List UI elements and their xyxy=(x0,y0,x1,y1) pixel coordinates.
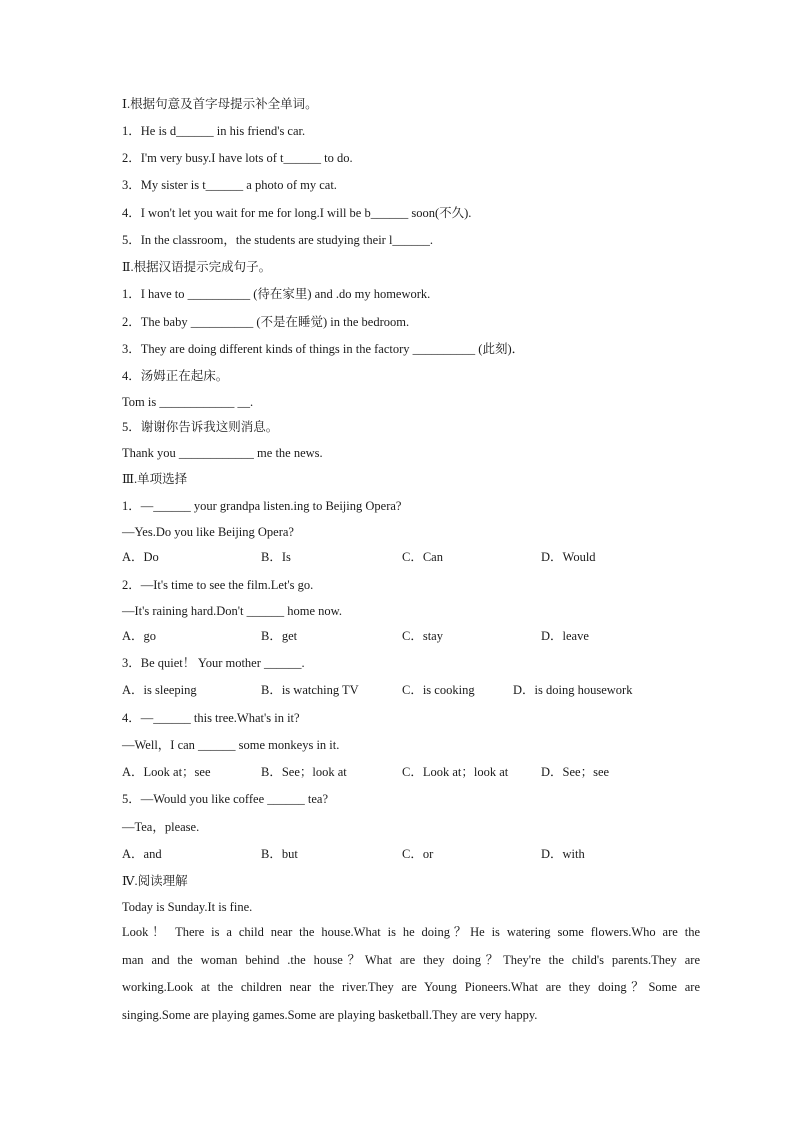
s3-q2-option-c: C．stay xyxy=(402,629,443,643)
s3-q4-option-d: D．See；see xyxy=(541,765,610,779)
s2-item-3: 3．They are doing different kinds of things in the factory __________ (此刻)． xyxy=(122,342,525,356)
s3-q5-line-1: 5．—Would you like coffee ______ tea? xyxy=(122,792,328,806)
s3-q3-option-a: A．is sleeping xyxy=(122,683,197,697)
s4-intro: Today is Sunday.It is fine. xyxy=(122,900,253,914)
s3-q4-line-1: 4．—______ this tree.What's in it? xyxy=(122,711,300,725)
passage-line: singing.Some are playing games.Some are playing basketball.They are very happy. xyxy=(122,1007,538,1022)
s3-q1-option-a: A．Do xyxy=(122,550,159,564)
s3-q4-option-a: A．Look at；see xyxy=(122,765,211,779)
section-2-title: Ⅱ.根据汉语提示完成句子。 xyxy=(122,260,272,274)
s3-q3-option-d: D．is doing housework xyxy=(513,683,633,697)
s3-q2-line-2: —It's raining hard.Don't ______ home now. xyxy=(122,604,342,618)
reading-passage xyxy=(122,919,700,1029)
s3-q5-line-2: —Tea，please. xyxy=(122,820,200,834)
s3-q2-option-a: A．go xyxy=(122,629,157,643)
s3-q3-option-c: C．is cooking xyxy=(402,683,475,697)
s3-q3-line-1: 3．Be quiet！ Your mother ______. xyxy=(122,656,305,670)
section-4-title: Ⅳ.阅读理解 xyxy=(122,874,188,888)
s2-item-5: 5．谢谢你告诉我这则消息。 xyxy=(122,420,279,434)
s1-item-5: 5．In the classroom，the students are studying their l______. xyxy=(122,233,434,247)
s3-q4-option-c: C．Look at；look at xyxy=(402,765,509,779)
passage-line: man and the woman behind .the house？What are they doing？They're the child's parents.They are xyxy=(122,952,700,967)
s3-q2-option-b: B．get xyxy=(261,629,298,643)
s3-q5-option-d: D．with xyxy=(541,847,585,861)
s2-item-4: 4．汤姆正在起床。 xyxy=(122,369,229,383)
s3-q2-option-d: D．leave xyxy=(541,629,589,643)
s2-item-5-answer: Thank you ____________ me the news. xyxy=(122,446,323,460)
s3-q5-option-c: C．or xyxy=(402,847,434,861)
s3-q2-line-1: 2．—It's time to see the film.Let's go. xyxy=(122,578,314,592)
s3-q1-line-2: —Yes.Do you like Beijing Opera? xyxy=(122,525,294,539)
s2-item-4-answer: Tom is ____________ __. xyxy=(122,395,254,409)
section-3-title: Ⅲ.单项选择 xyxy=(122,472,188,486)
s3-q4-line-2: —Well，I can ______ some monkeys in it. xyxy=(122,738,340,752)
s1-item-3: 3．My sister is t______ a photo of my cat. xyxy=(122,178,337,192)
s3-q3-option-b: B．is watching TV xyxy=(261,683,359,697)
s3-q1-line-1: 1．—______ your grandpa listen.ing to Beijing Opera? xyxy=(122,499,402,513)
s1-item-2: 2．I'm very busy.I have lots of t______ to do. xyxy=(122,151,353,165)
s3-q5-option-a: A．and xyxy=(122,847,162,861)
s3-q1-option-b: B．Is xyxy=(261,550,291,564)
passage-line: Look！ There is a child near the house.What is he doing？He is watering some flowers.Who are the xyxy=(122,925,700,939)
s2-item-1: 1．I have to __________ (待在家里) and .do my homework. xyxy=(122,287,431,301)
passage-line: working.Look at the children near the river.They are Young Pioneers.What are they doing？Some are xyxy=(122,980,700,994)
s3-q4-option-b: B．See；look at xyxy=(261,765,347,779)
s1-item-1: 1．He is d______ in his friend's car. xyxy=(122,124,306,138)
s3-q5-option-b: B．but xyxy=(261,847,298,861)
s3-q1-option-d: D．Would xyxy=(541,550,596,564)
s3-q1-option-c: C．Can xyxy=(402,550,443,564)
section-1-title: Ⅰ.根据句意及首字母提示补全单词。 xyxy=(122,97,318,111)
s1-item-4: 4．I won't let you wait for me for long.I will be b______ soon(不久). xyxy=(122,206,472,220)
s2-item-2: 2．The baby __________ (不是在睡觉) in the bedroom. xyxy=(122,315,410,329)
